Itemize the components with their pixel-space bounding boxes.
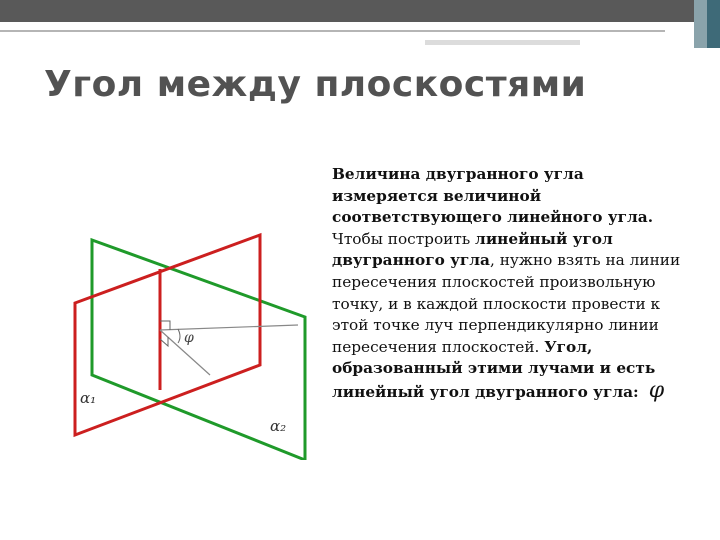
top-teal-stripe (707, 0, 720, 48)
phi-symbol: φ (648, 377, 665, 403)
slide-title: Угол между плоскостями (44, 64, 587, 105)
explanation-text (332, 164, 692, 404)
text-part-5: Угол, образованный этими лучами и есть линейный угол двугранного угла: (332, 337, 656, 401)
dihedral-angle-diagram (60, 225, 320, 460)
text-part-3: линейный угол двугранного угла (332, 229, 613, 270)
text-part-1: Величина двугранного угла измеряется величиной соответствующего линейного угла. (332, 165, 654, 227)
ray-in-plane1 (160, 325, 298, 330)
plane-alpha2-label: α₂ (270, 417, 287, 435)
top-teal-light-stripe (694, 0, 707, 48)
angle-arc (178, 329, 180, 343)
text-part-2: Чтобы построить (332, 229, 476, 248)
top-divider-line (0, 30, 665, 32)
top-decoration-bar (0, 0, 720, 48)
angle-phi-label: φ (184, 330, 194, 346)
text-part-4: , нужно взять на линии пересечения плоскостей произвольную точку, и в каждой плоскости провести к этой точке луч перпендикулярно линии пересечения плоскостей. (332, 251, 681, 356)
plane-alpha1-label: α₁ (80, 389, 97, 407)
top-accent-line (425, 40, 580, 45)
top-grey-band (0, 0, 712, 22)
